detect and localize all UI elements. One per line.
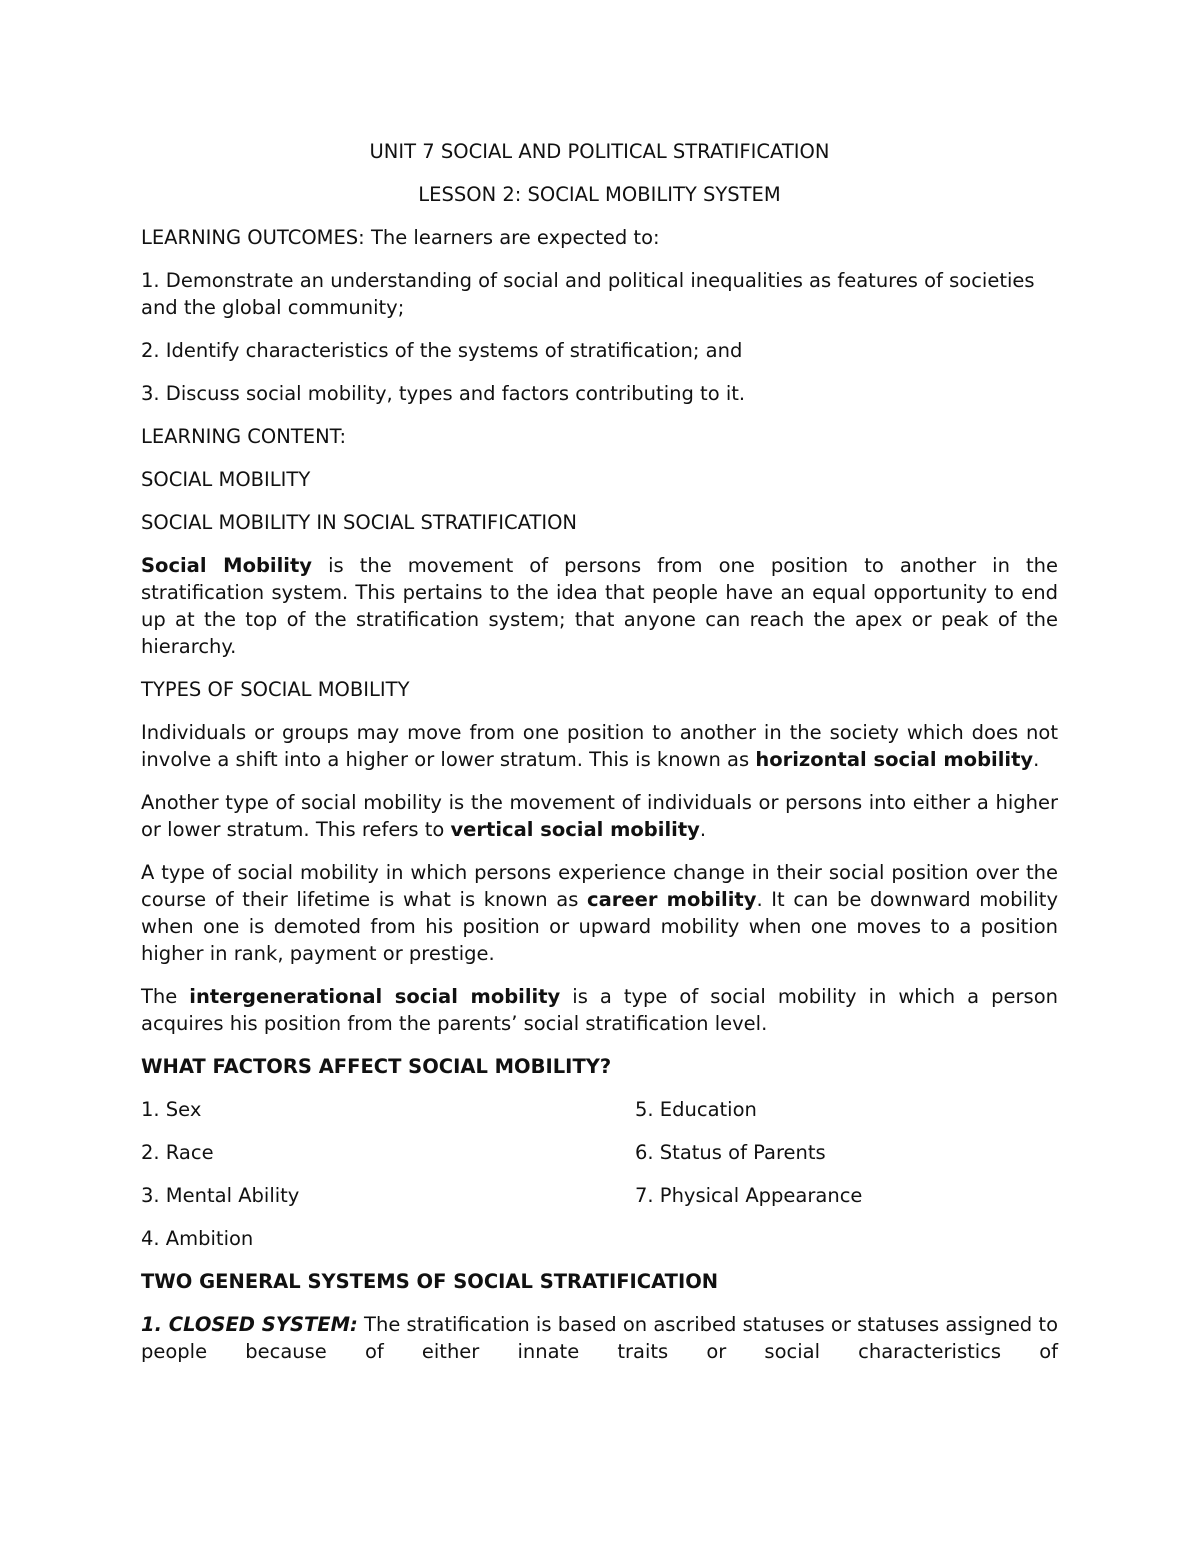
career-term: career mobility: [587, 888, 757, 911]
outcomes-intro: LEARNING OUTCOMES: The learners are expected to:: [141, 226, 660, 249]
outcome-item-2: 2. Identify characteristics of the systems of stratification; and: [141, 339, 743, 362]
closed-system-text: The stratification is based on ascribed statuses or statuses assigned to people because of either innate traits or social characteristics of: [141, 1313, 1058, 1363]
systems-heading: TWO GENERAL SYSTEMS OF SOCIAL STRATIFICATION: [141, 1270, 719, 1293]
career-paragraph: [141, 859, 1058, 967]
factor-item: 4. Ambition: [141, 1227, 254, 1250]
career-text: A type of social mobility in which persons experience change in their social position over the course of their lifetime is what is known as: [141, 861, 1058, 911]
definition-term: Social Mobility: [141, 554, 313, 577]
horizontal-term: horizontal social mobility: [755, 748, 1034, 771]
intergen-term: intergenerational social mobility: [189, 985, 561, 1008]
factor-item: 3. Mental Ability: [141, 1184, 300, 1207]
career-end: . It can be downward mobility when one is demoted from his position or upward mobility when one moves to a position higher in rank, payment or prestige.: [141, 888, 1058, 965]
unit-title: UNIT 7 SOCIAL AND POLITICAL STRATIFICATION: [369, 140, 830, 163]
factor-item: 6. Status of Parents: [635, 1141, 826, 1164]
document-page: [141, 138, 1058, 1381]
factor-item: 1. Sex: [141, 1098, 202, 1121]
lesson-title: LESSON 2: SOCIAL MOBILITY SYSTEM: [418, 183, 781, 206]
intergen-text: is a type of social mobility in which a person acquires his position from the parents’ social stratification level.: [141, 985, 1058, 1035]
content-label: LEARNING CONTENT:: [141, 425, 347, 448]
vertical-text: Another type of social mobility is the movement of individuals or persons into either a higher or lower stratum. This refers to: [141, 791, 1058, 841]
section-social-mobility: SOCIAL MOBILITY: [141, 468, 311, 491]
section-mobility-in-stratification: SOCIAL MOBILITY IN SOCIAL STRATIFICATION: [141, 511, 578, 534]
horizontal-end: .: [1033, 748, 1040, 771]
outcome-item-1: 1. Demonstrate an understanding of social and political inequalities as features of societies and the global community;: [141, 269, 1035, 319]
closed-system-label: 1. CLOSED SYSTEM:: [141, 1313, 358, 1336]
factors-list: [141, 1096, 1058, 1252]
vertical-paragraph: [141, 789, 1058, 843]
intergenerational-paragraph: [141, 983, 1058, 1037]
vertical-end: .: [699, 818, 707, 841]
definition-paragraph: [141, 552, 1058, 660]
vertical-term: vertical social mobility: [450, 818, 700, 841]
intergen-start: The: [141, 985, 190, 1008]
closed-system-paragraph: [141, 1311, 1058, 1365]
horizontal-text: Individuals or groups may move from one position to another in the society which does not involve a shift into a higher or lower stratum. This is known as: [141, 721, 1058, 771]
types-heading: TYPES OF SOCIAL MOBILITY: [141, 678, 410, 701]
horizontal-paragraph: [141, 719, 1058, 773]
factors-heading: WHAT FACTORS AFFECT SOCIAL MOBILITY?: [141, 1055, 612, 1078]
definition-text: is the movement of persons from one position to another in the stratification system. This pertains to the idea that people have an equal opportunity to end up at the top of the stratification system; that anyone can reach the apex or peak of the hierarchy.: [141, 554, 1058, 658]
outcome-item-3: 3. Discuss social mobility, types and factors contributing to it.: [141, 382, 746, 405]
factor-item: 7. Physical Appearance: [635, 1184, 863, 1207]
factor-item: 2. Race: [141, 1141, 214, 1164]
factor-item: 5. Education: [635, 1098, 757, 1121]
